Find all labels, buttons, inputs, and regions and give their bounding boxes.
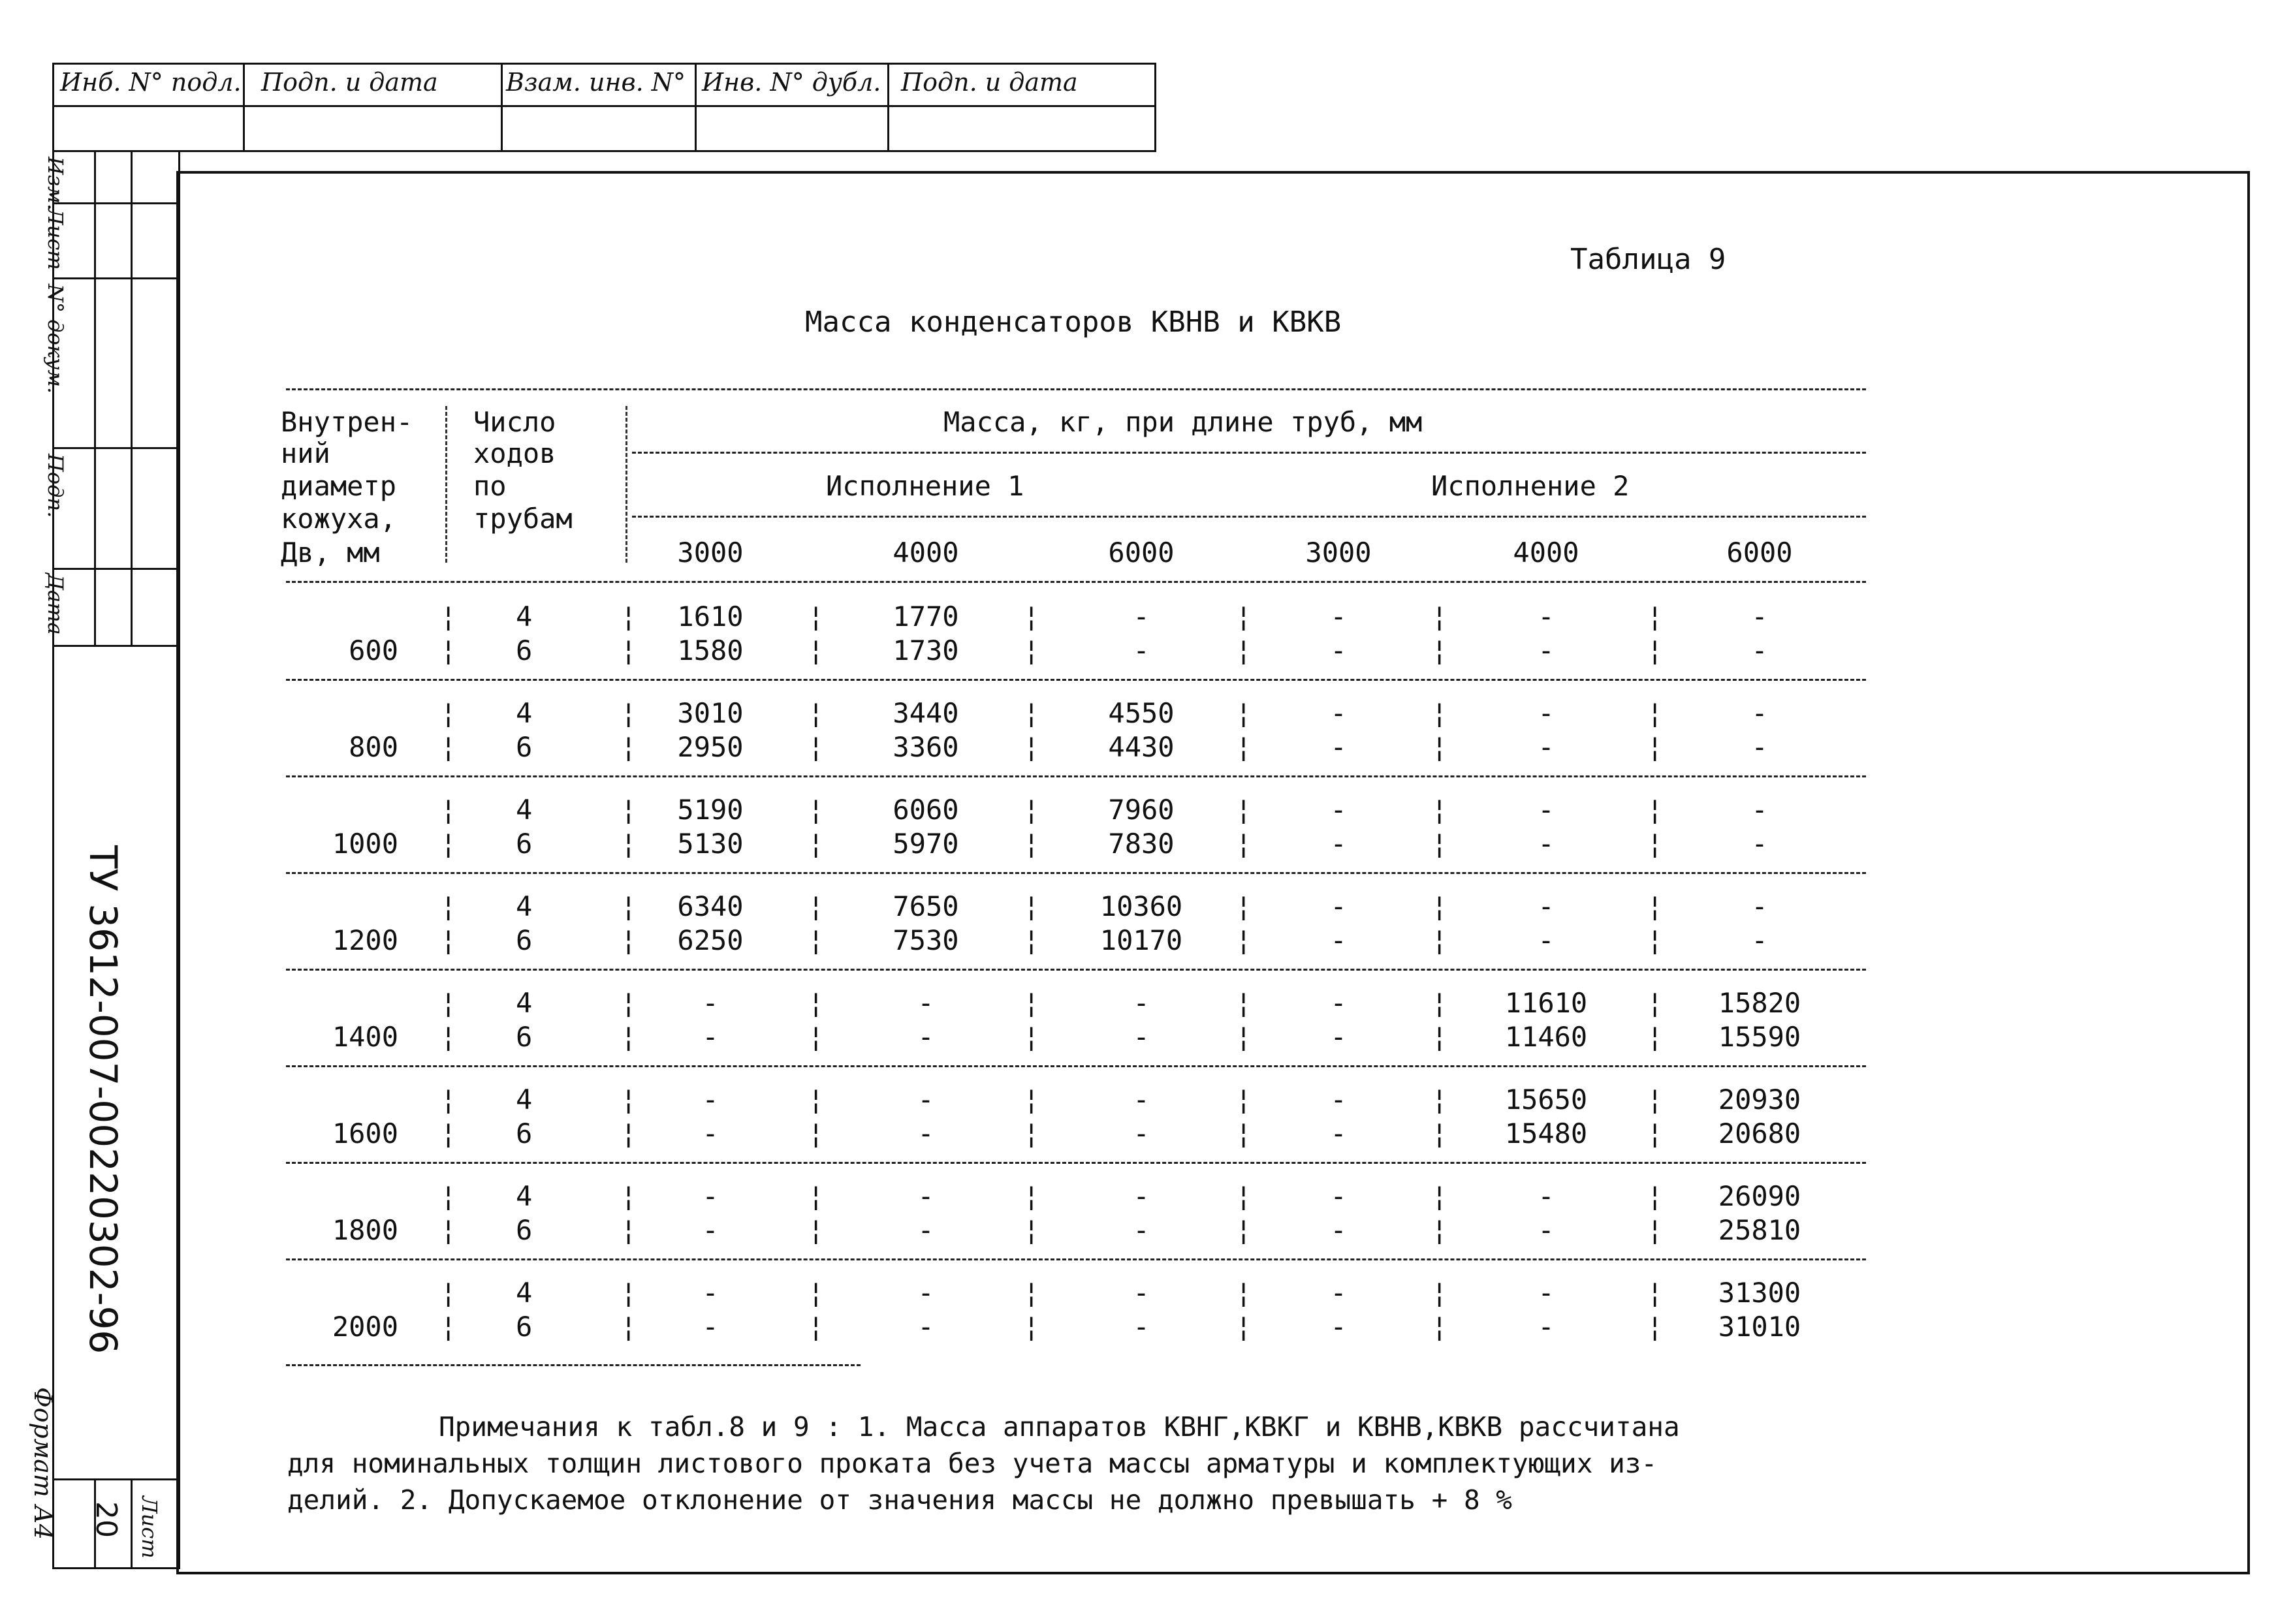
- top-stamp-label-5: Подп. и дата: [901, 68, 1078, 97]
- column-separator: ¦: [1431, 1214, 1448, 1246]
- column-separator: ¦: [1431, 1180, 1448, 1212]
- column-separator: ¦: [1647, 987, 1664, 1019]
- column-separator: ¦: [1023, 924, 1040, 956]
- left-stamp-hline-4: [52, 568, 180, 570]
- column-separator: ¦: [1647, 1214, 1664, 1246]
- top-stamp-label-1: Инб. N° подл.: [60, 68, 242, 97]
- column-separator: ¦: [440, 1277, 457, 1309]
- left-stamp-label-3: N° докум.: [43, 284, 68, 394]
- mass-cell: 1610: [677, 601, 744, 632]
- mass-cell: 5190: [677, 794, 744, 826]
- column-separator: ¦: [808, 1311, 825, 1343]
- mass-cell: 7530: [893, 924, 959, 956]
- column-separator: ¦: [1431, 1021, 1448, 1053]
- note-line-3: делий. 2. Допускаемое отклонение от значения массы не должно превышать + 8 %: [287, 1484, 1512, 1516]
- top-stamp-blank-1: [52, 105, 245, 152]
- left-stamp-divider-1: [94, 150, 96, 646]
- note-line-1: Примечания к табл.8 и 9 : 1. Масса аппаратов КВНГ,КВКГ и КВНВ,КВКВ рассчитана: [439, 1411, 1680, 1443]
- column-separator: ¦: [1431, 794, 1448, 826]
- table-title: Масса конденсаторов КВНВ и КВКВ: [805, 305, 1342, 339]
- mass-cell: -: [1133, 1084, 1150, 1116]
- column-separator: ¦: [1431, 987, 1448, 1019]
- mass-cell: -: [1330, 1277, 1347, 1309]
- mass-cell: 11610: [1504, 987, 1588, 1019]
- column-separator: ¦: [1235, 697, 1252, 729]
- mass-cell: 6060: [893, 794, 959, 826]
- mass-cell: 25810: [1718, 1214, 1801, 1246]
- row-passes: 6: [516, 1214, 533, 1246]
- mass-cell: -: [1133, 1021, 1150, 1053]
- mass-cell: -: [1751, 634, 1768, 666]
- column-separator: ¦: [1647, 601, 1664, 632]
- mass-cell: -: [1538, 890, 1555, 922]
- column-separator: ¦: [1647, 828, 1664, 860]
- column-separator: ¦: [1235, 601, 1252, 632]
- mass-cell: 1770: [893, 601, 959, 632]
- mass-cell: -: [1751, 794, 1768, 826]
- mass-cell: 31300: [1718, 1277, 1801, 1309]
- mass-cell: 6340: [677, 890, 744, 922]
- column-separator: ¦: [1647, 1311, 1664, 1343]
- column-separator: ¦: [808, 731, 825, 763]
- length-header-4: 3000: [1305, 537, 1372, 569]
- column-separator: ¦: [1431, 1117, 1448, 1149]
- column-separator: ¦: [1431, 634, 1448, 666]
- header-vline-2: [625, 406, 627, 563]
- column-separator: ¦: [1431, 924, 1448, 956]
- column-separator: ¦: [1235, 1180, 1252, 1212]
- column-separator: ¦: [620, 1277, 637, 1309]
- mass-cell: -: [1330, 1214, 1347, 1246]
- row-separator: [286, 1065, 1866, 1067]
- column-separator: ¦: [620, 634, 637, 666]
- mass-cell: -: [1330, 697, 1347, 729]
- mass-cell: -: [1538, 828, 1555, 860]
- mass-cell: -: [1538, 731, 1555, 763]
- column-separator: ¦: [808, 697, 825, 729]
- mass-cell: 10360: [1099, 890, 1183, 922]
- row-passes: 4: [516, 1277, 533, 1309]
- column-separator: ¦: [1023, 890, 1040, 922]
- mass-cell: -: [1751, 828, 1768, 860]
- column-separator: ¦: [440, 828, 457, 860]
- mass-cell: -: [1133, 634, 1150, 666]
- column-separator: ¦: [1023, 601, 1040, 632]
- column-separator: ¦: [620, 601, 637, 632]
- top-stamp-label-2: Подп. и дата: [261, 68, 438, 97]
- mass-cell: -: [1538, 697, 1555, 729]
- mass-cell: 3010: [677, 697, 744, 729]
- left-stamp-hline-5: [52, 645, 180, 647]
- column-separator: ¦: [808, 924, 825, 956]
- column-separator: ¦: [440, 634, 457, 666]
- mass-cell: 10170: [1099, 924, 1183, 956]
- column-separator: ¦: [1235, 828, 1252, 860]
- exec1-header: Исполнение 1: [826, 470, 1024, 502]
- length-header-2: 4000: [893, 537, 959, 569]
- col2-line-3: по: [473, 470, 507, 502]
- column-separator: ¦: [1647, 697, 1664, 729]
- left-stamp-label-2: Лист: [43, 208, 68, 270]
- mass-cell: 5970: [893, 828, 959, 860]
- note-line-2: для номинальных толщин листового проката без учета массы арматуры и комплектующих из-: [287, 1448, 1658, 1479]
- mass-header: Масса, кг, при длине труб, мм: [943, 406, 1423, 438]
- mass-cell: -: [917, 1117, 934, 1149]
- row-passes: 6: [516, 1021, 533, 1053]
- column-separator: ¦: [808, 1277, 825, 1309]
- mass-cell: -: [1751, 731, 1768, 763]
- row-passes: 4: [516, 1180, 533, 1212]
- mass-cell: -: [1751, 924, 1768, 956]
- mass-cell: 26090: [1718, 1180, 1801, 1212]
- column-separator: ¦: [1235, 1084, 1252, 1116]
- mass-cell: -: [702, 1021, 719, 1053]
- row-passes: 4: [516, 1084, 533, 1116]
- column-separator: ¦: [808, 794, 825, 826]
- mass-cell: -: [1751, 890, 1768, 922]
- column-separator: ¦: [808, 828, 825, 860]
- column-separator: ¦: [620, 1180, 637, 1212]
- column-separator: ¦: [1647, 731, 1664, 763]
- column-separator: ¦: [1235, 924, 1252, 956]
- column-separator: ¦: [440, 697, 457, 729]
- col1-line-3: диаметр: [281, 470, 397, 502]
- col1-line-5: Дв, мм: [281, 537, 380, 569]
- column-separator: ¦: [1023, 697, 1040, 729]
- column-separator: ¦: [1647, 924, 1664, 956]
- column-separator: ¦: [620, 697, 637, 729]
- column-separator: ¦: [620, 1021, 637, 1053]
- mass-cell: -: [1330, 634, 1347, 666]
- column-separator: ¦: [1647, 1117, 1664, 1149]
- mass-cell: -: [1538, 794, 1555, 826]
- mass-cell: -: [917, 1021, 934, 1053]
- doc-code: ТУ 3612-007-00220302-96: [81, 845, 125, 1354]
- top-stamp-label-3: Взам. инв. N°: [506, 68, 686, 97]
- column-separator: ¦: [1431, 1277, 1448, 1309]
- header-exec-line: [632, 516, 1866, 518]
- row-diameter: 1200: [332, 924, 398, 956]
- row-passes: 4: [516, 794, 533, 826]
- col2-line-4: трубам: [473, 503, 573, 535]
- mass-cell: -: [1330, 1021, 1347, 1053]
- column-separator: ¦: [1235, 634, 1252, 666]
- column-separator: ¦: [1647, 890, 1664, 922]
- top-stamp-blank-2: [243, 105, 503, 152]
- column-separator: ¦: [1647, 794, 1664, 826]
- column-separator: ¦: [620, 794, 637, 826]
- column-separator: ¦: [440, 890, 457, 922]
- column-separator: ¦: [620, 828, 637, 860]
- column-separator: ¦: [440, 794, 457, 826]
- mass-cell: -: [702, 1180, 719, 1212]
- mass-cell: -: [702, 1084, 719, 1116]
- column-separator: ¦: [1647, 634, 1664, 666]
- row-separator: [286, 1258, 1866, 1260]
- column-separator: ¦: [808, 1214, 825, 1246]
- row-diameter: 2000: [332, 1311, 398, 1343]
- mass-cell: -: [917, 1180, 934, 1212]
- mass-cell: -: [1538, 634, 1555, 666]
- row-diameter: 1400: [332, 1021, 398, 1053]
- column-separator: ¦: [620, 1214, 637, 1246]
- mass-cell: -: [702, 1214, 719, 1246]
- column-separator: ¦: [1235, 1311, 1252, 1343]
- left-stamp-hline-6: [52, 1478, 180, 1480]
- column-separator: ¦: [1431, 731, 1448, 763]
- mass-cell: -: [1133, 1117, 1150, 1149]
- column-separator: ¦: [1431, 890, 1448, 922]
- column-separator: ¦: [1235, 731, 1252, 763]
- mass-cell: -: [1133, 987, 1150, 1019]
- col1-line-1: Внутрен-: [281, 406, 413, 438]
- mass-cell: -: [1330, 601, 1347, 632]
- mass-cell: -: [1330, 890, 1347, 922]
- column-separator: ¦: [440, 1311, 457, 1343]
- column-separator: ¦: [808, 1117, 825, 1149]
- mass-cell: 1730: [893, 634, 959, 666]
- top-stamp-blank-3: [501, 105, 697, 152]
- column-separator: ¦: [620, 1311, 637, 1343]
- table-label: Таблица 9: [1570, 243, 1726, 276]
- column-separator: ¦: [1647, 1084, 1664, 1116]
- column-separator: ¦: [620, 924, 637, 956]
- column-separator: ¦: [1023, 1277, 1040, 1309]
- col1-line-2: ний: [281, 437, 330, 469]
- column-separator: ¦: [1235, 794, 1252, 826]
- format-label: Формат А4: [29, 1387, 57, 1540]
- column-separator: ¦: [808, 1084, 825, 1116]
- column-separator: ¦: [440, 1180, 457, 1212]
- header-vline-1: [445, 406, 447, 563]
- row-passes: 6: [516, 731, 533, 763]
- column-separator: ¦: [440, 1021, 457, 1053]
- mass-cell: -: [1751, 601, 1768, 632]
- column-separator: ¦: [1235, 1277, 1252, 1309]
- column-separator: ¦: [1431, 697, 1448, 729]
- header-bottom-line: [286, 581, 1866, 583]
- column-separator: ¦: [1431, 1084, 1448, 1116]
- column-separator: ¦: [1023, 1214, 1040, 1246]
- column-separator: ¦: [440, 1117, 457, 1149]
- length-header-5: 4000: [1513, 537, 1579, 569]
- mass-cell: -: [1330, 1117, 1347, 1149]
- row-separator: [286, 872, 1866, 874]
- column-separator: ¦: [1235, 890, 1252, 922]
- column-separator: ¦: [620, 890, 637, 922]
- column-separator: ¦: [1023, 1180, 1040, 1212]
- mass-cell: 5130: [677, 828, 744, 860]
- left-stamp-divider-2: [131, 150, 133, 646]
- row-diameter: 1800: [332, 1214, 398, 1246]
- mass-cell: -: [1538, 1311, 1555, 1343]
- column-separator: ¦: [1431, 1311, 1448, 1343]
- mass-cell: -: [1538, 924, 1555, 956]
- mass-cell: -: [1538, 1180, 1555, 1212]
- mass-cell: -: [1330, 1084, 1347, 1116]
- mass-cell: 20680: [1718, 1117, 1801, 1149]
- mass-cell: -: [702, 1311, 719, 1343]
- column-separator: ¦: [620, 987, 637, 1019]
- row-passes: 6: [516, 1117, 533, 1149]
- column-separator: ¦: [620, 731, 637, 763]
- row-separator: [286, 679, 1866, 681]
- top-stamp-blank-4: [695, 105, 889, 152]
- sheet-label: Лист: [137, 1496, 162, 1559]
- column-separator: ¦: [1235, 1021, 1252, 1053]
- length-header-1: 3000: [677, 537, 744, 569]
- mass-cell: -: [1538, 1277, 1555, 1309]
- row-separator: [286, 775, 1866, 777]
- mass-cell: -: [1330, 794, 1347, 826]
- row-separator: [286, 969, 1866, 971]
- row-diameter: 600: [349, 634, 398, 666]
- mass-cell: -: [1133, 1214, 1150, 1246]
- column-separator: ¦: [1235, 1117, 1252, 1149]
- left-stamp-hline-2: [52, 277, 180, 279]
- row-diameter: 800: [349, 731, 398, 763]
- mass-cell: 15480: [1504, 1117, 1588, 1149]
- row-passes: 4: [516, 697, 533, 729]
- column-separator: ¦: [1023, 1117, 1040, 1149]
- mass-cell: -: [1133, 1311, 1150, 1343]
- column-separator: ¦: [1235, 987, 1252, 1019]
- mass-cell: 31010: [1718, 1311, 1801, 1343]
- mass-cell: 7650: [893, 890, 959, 922]
- mass-cell: 4550: [1108, 697, 1175, 729]
- mass-cell: -: [1538, 1214, 1555, 1246]
- mass-cell: 4430: [1108, 731, 1175, 763]
- table-end-line: [286, 1364, 861, 1366]
- mass-cell: 6250: [677, 924, 744, 956]
- mass-cell: 7830: [1108, 828, 1175, 860]
- column-separator: ¦: [1023, 634, 1040, 666]
- column-separator: ¦: [1023, 1311, 1040, 1343]
- mass-cell: -: [917, 1277, 934, 1309]
- column-separator: ¦: [1647, 1277, 1664, 1309]
- col1-line-4: кожуха,: [281, 503, 397, 535]
- left-stamp-hline-1: [52, 202, 180, 204]
- column-separator: ¦: [1647, 1021, 1664, 1053]
- row-passes: 4: [516, 890, 533, 922]
- row-passes: 4: [516, 987, 533, 1019]
- column-separator: ¦: [1023, 731, 1040, 763]
- col2-line-2: ходов: [473, 437, 556, 469]
- column-separator: ¦: [1647, 1180, 1664, 1212]
- column-separator: ¦: [620, 1084, 637, 1116]
- mass-cell: -: [1751, 697, 1768, 729]
- top-stamp-blank-5: [887, 105, 1156, 152]
- mass-cell: -: [1133, 601, 1150, 632]
- mass-cell: 11460: [1504, 1021, 1588, 1053]
- column-separator: ¦: [620, 1117, 637, 1149]
- column-separator: ¦: [440, 924, 457, 956]
- length-header-3: 6000: [1108, 537, 1175, 569]
- mass-cell: -: [1330, 987, 1347, 1019]
- length-header-6: 6000: [1726, 537, 1793, 569]
- left-stamp-divider-4: [131, 1478, 133, 1569]
- mass-cell: 7960: [1108, 794, 1175, 826]
- exec2-header: Исполнение 2: [1431, 470, 1630, 502]
- column-separator: ¦: [1431, 601, 1448, 632]
- column-separator: ¦: [1235, 1214, 1252, 1246]
- column-separator: ¦: [1023, 1084, 1040, 1116]
- row-passes: 4: [516, 601, 533, 632]
- column-separator: ¦: [1023, 987, 1040, 1019]
- mass-cell: 15590: [1718, 1021, 1801, 1053]
- column-separator: ¦: [440, 601, 457, 632]
- mass-cell: -: [1330, 924, 1347, 956]
- mass-cell: -: [1330, 828, 1347, 860]
- left-stamp-label-4: Подп.: [43, 454, 68, 518]
- left-stamp-label-1: Изм.: [43, 157, 68, 211]
- mass-cell: -: [1538, 601, 1555, 632]
- column-separator: ¦: [1431, 828, 1448, 860]
- mass-cell: 2950: [677, 731, 744, 763]
- row-diameter: 1000: [332, 828, 398, 860]
- column-separator: ¦: [808, 1180, 825, 1212]
- header-mass-line: [632, 452, 1866, 454]
- sheet-number: 20: [89, 1501, 123, 1538]
- header-top-line: [286, 388, 1866, 390]
- column-separator: ¦: [808, 987, 825, 1019]
- column-separator: ¦: [808, 634, 825, 666]
- column-separator: ¦: [1023, 794, 1040, 826]
- mass-cell: -: [917, 987, 934, 1019]
- mass-cell: -: [1330, 1180, 1347, 1212]
- column-separator: ¦: [440, 987, 457, 1019]
- column-separator: ¦: [808, 1021, 825, 1053]
- column-separator: ¦: [440, 1214, 457, 1246]
- column-separator: ¦: [1023, 828, 1040, 860]
- row-separator: [286, 1162, 1866, 1164]
- mass-cell: 1580: [677, 634, 744, 666]
- mass-cell: -: [917, 1084, 934, 1116]
- row-diameter: 1600: [332, 1117, 398, 1149]
- column-separator: ¦: [440, 1084, 457, 1116]
- mass-cell: 15820: [1718, 987, 1801, 1019]
- mass-cell: -: [917, 1214, 934, 1246]
- mass-cell: -: [917, 1311, 934, 1343]
- row-passes: 6: [516, 924, 533, 956]
- mass-cell: 3440: [893, 697, 959, 729]
- mass-cell: -: [1133, 1277, 1150, 1309]
- mass-cell: 15650: [1504, 1084, 1588, 1116]
- row-passes: 6: [516, 828, 533, 860]
- mass-cell: -: [1330, 1311, 1347, 1343]
- column-separator: ¦: [808, 601, 825, 632]
- left-stamp-label-5: Дата: [43, 573, 68, 635]
- top-stamp-label-4: Инв. N° дубл.: [702, 68, 881, 97]
- row-passes: 6: [516, 1311, 533, 1343]
- column-separator: ¦: [1023, 1021, 1040, 1053]
- mass-cell: 3360: [893, 731, 959, 763]
- row-passes: 6: [516, 634, 533, 666]
- column-separator: ¦: [808, 890, 825, 922]
- mass-cell: -: [1330, 731, 1347, 763]
- left-stamp-hline-3: [52, 447, 180, 449]
- mass-cell: -: [702, 1277, 719, 1309]
- mass-cell: -: [702, 1117, 719, 1149]
- col2-line-1: Число: [473, 406, 556, 438]
- mass-cell: -: [1133, 1180, 1150, 1212]
- mass-cell: 20930: [1718, 1084, 1801, 1116]
- mass-cell: -: [702, 987, 719, 1019]
- column-separator: ¦: [440, 731, 457, 763]
